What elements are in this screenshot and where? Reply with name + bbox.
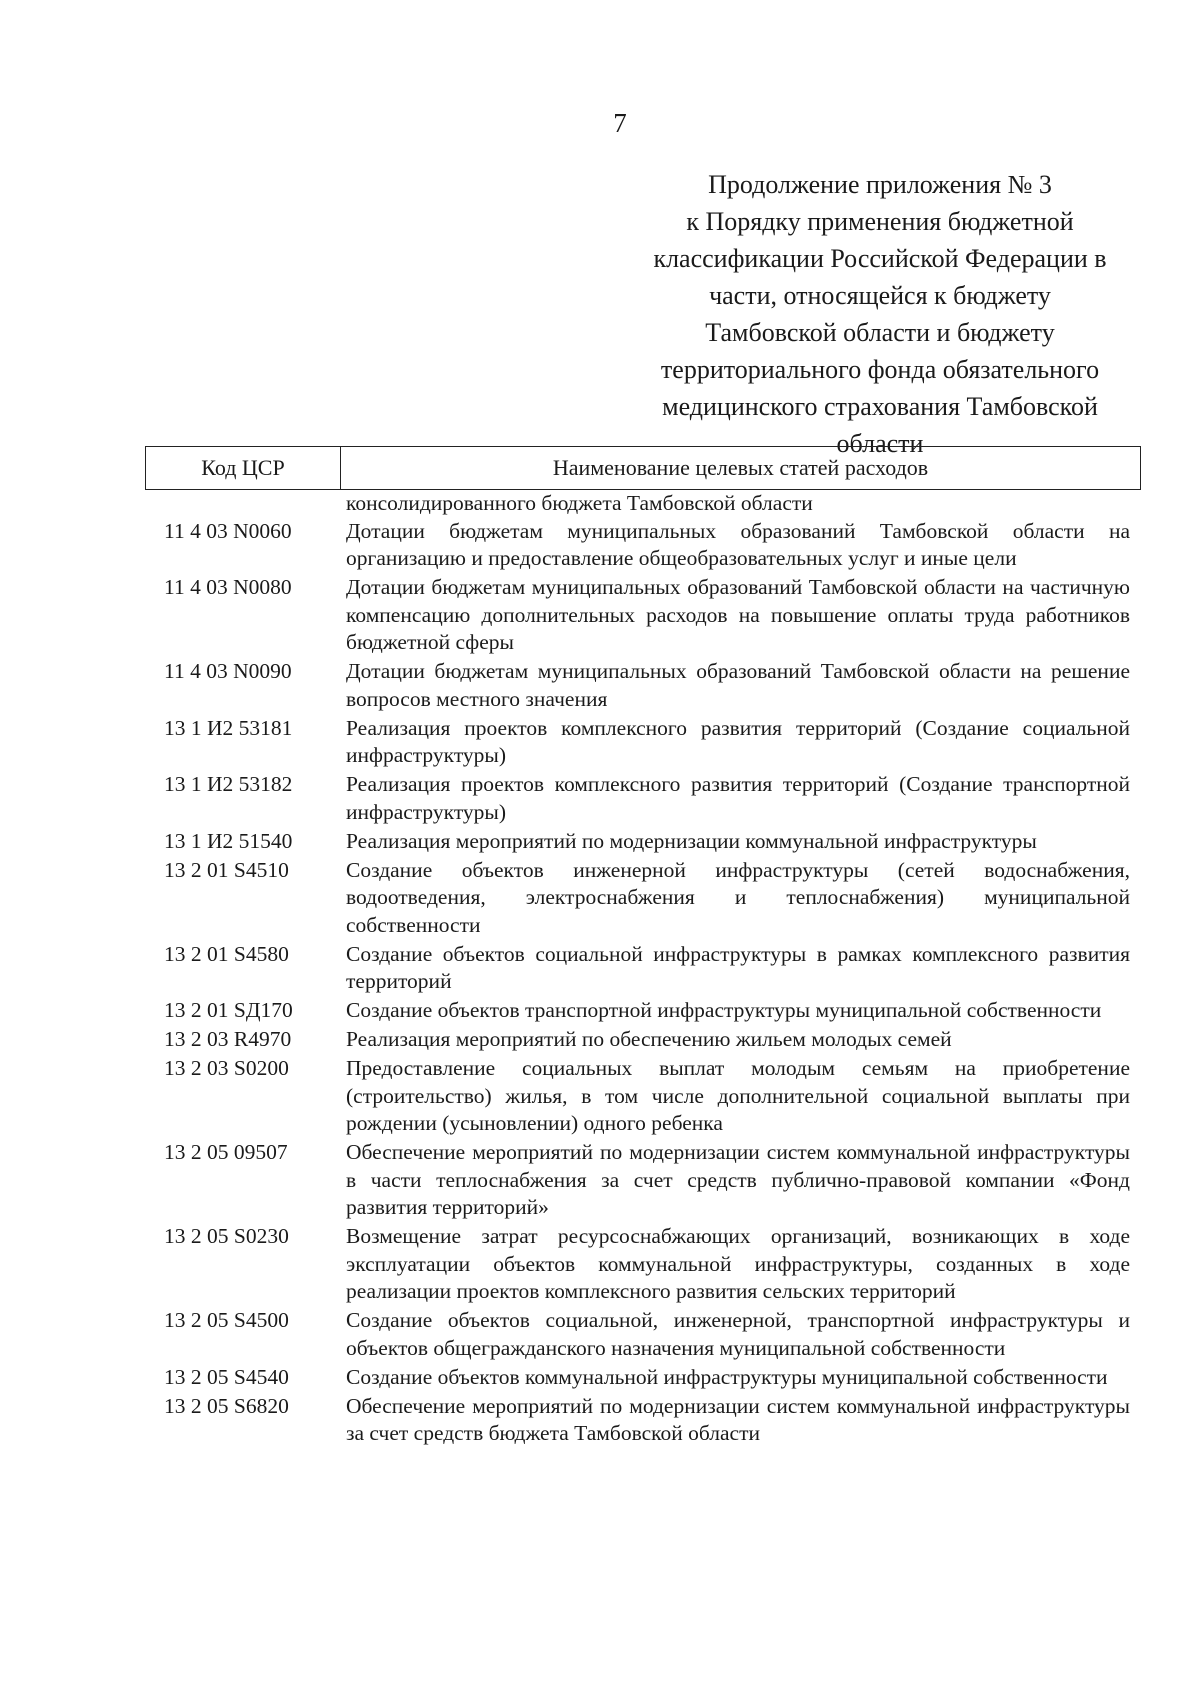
- heading-line: территориального фонда обязательного: [660, 355, 1100, 384]
- heading-line: области: [836, 429, 924, 458]
- heading-line: Тамбовской области и бюджету: [705, 318, 1055, 347]
- heading-line: части, относящейся к бюджету: [709, 281, 1051, 310]
- row-code: 13 1 И2 53182: [164, 772, 293, 796]
- row-name: Предоставление социальных выплат молодым семьям на приобретение (строительство) жилья, в том числе дополнительной социальной выплаты при рождении (усыновлении) одного ребенка: [346, 1056, 1130, 1135]
- table-row: [150, 1393, 1130, 1448]
- row-name: Дотации бюджетам муниципальных образований Тамбовской области на решение вопросов местного значения: [346, 659, 1130, 711]
- row-name: Реализация проектов комплексного развития территорий (Создание социальной инфраструктуры): [346, 715, 1130, 767]
- row-code: 11 4 03 N0090: [164, 659, 292, 683]
- column-header-code: Код ЦСР: [146, 447, 341, 489]
- row-code: 13 2 01 S4580: [164, 941, 289, 966]
- table-row: [150, 941, 1130, 996]
- table-row: [150, 715, 1130, 770]
- row-code: 13 2 03 S0200: [164, 1056, 289, 1080]
- table-row: [150, 1026, 1130, 1054]
- table-row: [150, 857, 1130, 940]
- appendix-heading: [620, 166, 1140, 462]
- heading-line: Продолжение приложения № 3: [708, 170, 1052, 199]
- table-header: [145, 446, 1141, 490]
- row-code: 13 2 01 SД170: [164, 998, 293, 1022]
- row-name: Возмещение затрат ресурсоснабжающих организаций, возникающих в ходе эксплуатации объектов коммунальной инфраструктуры, созданных в ходе реализации проектов комплексного развития сельских территорий: [346, 1224, 1130, 1303]
- row-name: Дотации бюджетам муниципальных образований Тамбовской области на частичную компенсацию дополнительных расходов на повышение оплаты труда работников бюджетной сферы: [346, 575, 1130, 654]
- page-number: 7: [613, 108, 627, 138]
- row-code: 13 2 05 S0230: [164, 1224, 289, 1248]
- table-row: [150, 574, 1130, 657]
- continuation-text: консолидированного бюджета Тамбовской области: [346, 491, 813, 515]
- table-rows: [150, 518, 1130, 1448]
- row-name: Создание объектов коммунальной инфраструктуры муниципальной собственности: [346, 1364, 1108, 1389]
- column-header-name: Наименование целевых статей расходов: [552, 455, 929, 480]
- row-name: Создание объектов социальной инфраструктуры в рамках комплексного развития территорий: [346, 941, 1130, 993]
- table-row: [150, 1139, 1130, 1222]
- table-row: [150, 1055, 1130, 1138]
- row-name: Реализация проектов комплексного развития территорий (Создание транспортной инфраструктуры): [346, 772, 1130, 824]
- table-row: [150, 1307, 1130, 1362]
- table-row: [150, 518, 1130, 573]
- heading-line: к Порядку применения бюджетной: [686, 207, 1074, 236]
- table-row: [150, 828, 1130, 856]
- table-row: [150, 658, 1130, 713]
- row-name: Создание объектов транспортной инфраструктуры муниципальной собственности: [346, 998, 1102, 1022]
- row-code: 13 2 03 R4970: [164, 1027, 292, 1051]
- table-body: [150, 490, 1130, 1448]
- row-code: 13 2 01 S4510: [164, 857, 289, 882]
- row-code: 13 2 05 09507: [164, 1140, 288, 1164]
- row-name: Дотации бюджетам муниципальных образований Тамбовской области на организацию и предоставление общеобразовательных услуг и иные цели: [346, 518, 1130, 570]
- row-code: 13 2 05 S4500: [164, 1308, 289, 1332]
- table-row: [150, 771, 1130, 826]
- heading-line: классификации Российской Федерации в: [653, 244, 1107, 273]
- row-name: Создание объектов социальной, инженерной, транспортной инфраструктуры и объектов общегражданского назначения муниципальной собственности: [346, 1308, 1130, 1360]
- row-name: Реализация мероприятий по модернизации коммунальной инфраструктуры: [346, 828, 1037, 853]
- table-row: [150, 997, 1130, 1025]
- row-code: 13 1 И2 53181: [164, 715, 293, 740]
- table-row: [150, 1223, 1130, 1306]
- table-row: [150, 1364, 1130, 1392]
- row-code: 11 4 03 N0080: [164, 575, 292, 599]
- row-code: 13 2 05 S4540: [164, 1364, 289, 1389]
- heading-line: медицинского страхования Тамбовской: [662, 392, 1098, 421]
- row-code: 11 4 03 N0060: [164, 518, 292, 543]
- row-name: Реализация мероприятий по обеспечению жильем молодых семей: [346, 1027, 952, 1051]
- row-name: Создание объектов инженерной инфраструктуры (сетей водоснабжения, водоотведения, электроснабжения и теплоснабжения) муниципальной собственности: [346, 857, 1130, 937]
- row-name: Обеспечение мероприятий по модернизации систем коммунальной инфраструктуры за счет средств бюджета Тамбовской области: [346, 1393, 1130, 1445]
- row-code: 13 1 И2 51540: [164, 828, 293, 853]
- row-code: 13 2 05 S6820: [164, 1393, 289, 1418]
- row-name: Обеспечение мероприятий по модернизации систем коммунальной инфраструктуры в части теплоснабжения за счет средств публично-правовой компании «Фонд развития территорий»: [346, 1140, 1130, 1219]
